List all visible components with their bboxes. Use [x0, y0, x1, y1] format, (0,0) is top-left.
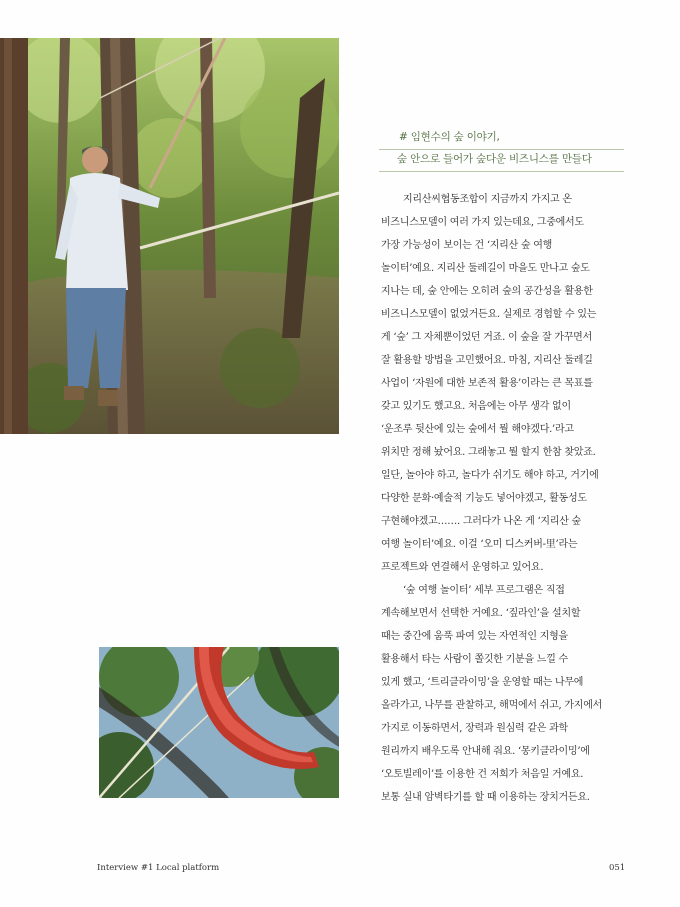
body-line: 놀이터’예요. 지리산 둘레길이 마을도 만나고 숲도	[381, 263, 590, 274]
body-line: 보통 실내 암벽타기를 할 때 이용하는 장치거든요.	[381, 792, 590, 803]
body-line: 계속해보면서 선택한 거예요. ‘짚라인’을 설치할	[381, 608, 581, 619]
body-line: 올라가고, 나무를 관찰하고, 해먹에서 쉬고, 가지에서	[381, 700, 603, 711]
hammock-illustration	[99, 647, 339, 798]
body-line: 때는 중간에 움푹 파여 있는 자연적인 지형을	[381, 631, 568, 642]
body-line: 일단, 놀아야 하고, 놀다가 쉬기도 해야 하고, 거기에	[381, 470, 599, 481]
body-line: 게 ‘숲’ 그 자체뿐이었던 거죠. 이 숲을 잘 가꾸면서	[381, 332, 593, 343]
body-line: 구현해야겠고……. 그러다가 나온 게 ‘지리산 숲	[381, 516, 581, 527]
body-line: 사업이 ‘자원에 대한 보존적 활용’이라는 큰 목표를	[381, 378, 593, 389]
forest-zipline-illustration	[0, 38, 339, 434]
body-line: 있게 했고, ‘트리클라이밍’을 운영할 때는 나무에	[381, 677, 584, 688]
body-line: 잘 활용할 방법을 고민했어요. 마침, 지리산 둘레길	[381, 355, 593, 366]
forest-photo	[0, 38, 339, 434]
body-line: ‘숲 여행 놀이터’ 세부 프로그램은 직접	[403, 585, 565, 596]
page-number: 051	[609, 863, 626, 873]
body-line: 가장 가능성이 보이는 건 ‘지리산 숲 여행	[381, 240, 553, 251]
body-line: 비즈니스모델이 여러 가지 있는데요, 그중에서도	[381, 217, 584, 228]
body-line: 가지로 이동하면서, 장력과 원심력 같은 과학	[381, 723, 568, 734]
body-line: ‘오토빌레이’를 이용한 건 저희가 처음일 거예요.	[381, 769, 584, 780]
footer-section-label: Interview #1 Local platform	[97, 863, 220, 873]
body-line: 위치만 정해 놨어요. 그래놓고 뭘 할지 한참 찾았죠.	[381, 447, 596, 458]
section-heading	[379, 128, 624, 172]
body-line: 여행 놀이터’예요. 이걸 ‘오미 디스커버-里’라는	[381, 539, 578, 550]
body-line: ‘운조루 뒷산에 있는 숲에서 뭘 해야겠다.’라고	[381, 424, 574, 435]
body-line: 원리까지 배우도록 안내해 줘요. ‘몽키클라이밍’에	[381, 746, 590, 757]
heading-line-1: # 임현수의 숲 이야기,	[379, 128, 624, 150]
hammock-photo	[99, 647, 339, 798]
body-line: 갖고 있기도 했고요. 처음에는 아무 생각 없이	[381, 401, 571, 412]
body-line: 지리산씨협동조합이 지금까지 가지고 온	[403, 194, 572, 205]
body-line: 비즈니스모델이 없었거든요. 실제로 경험할 수 있는	[381, 309, 597, 320]
body-line: 지나는 데, 숲 안에는 오히려 숲의 공간성을 활용한	[381, 286, 593, 297]
body-line: 프로젝트와 연결해서 운영하고 있어요.	[381, 562, 544, 573]
body-line: 다양한 문화·예술적 기능도 넣어야겠고, 활동성도	[381, 493, 587, 504]
body-text	[381, 188, 646, 809]
heading-line-2: 숲 안으로 들어가 숲다운 비즈니스를 만들다	[379, 150, 624, 172]
body-line: 활용해서 타는 사람이 쫄깃한 기분을 느낄 수	[381, 654, 568, 665]
